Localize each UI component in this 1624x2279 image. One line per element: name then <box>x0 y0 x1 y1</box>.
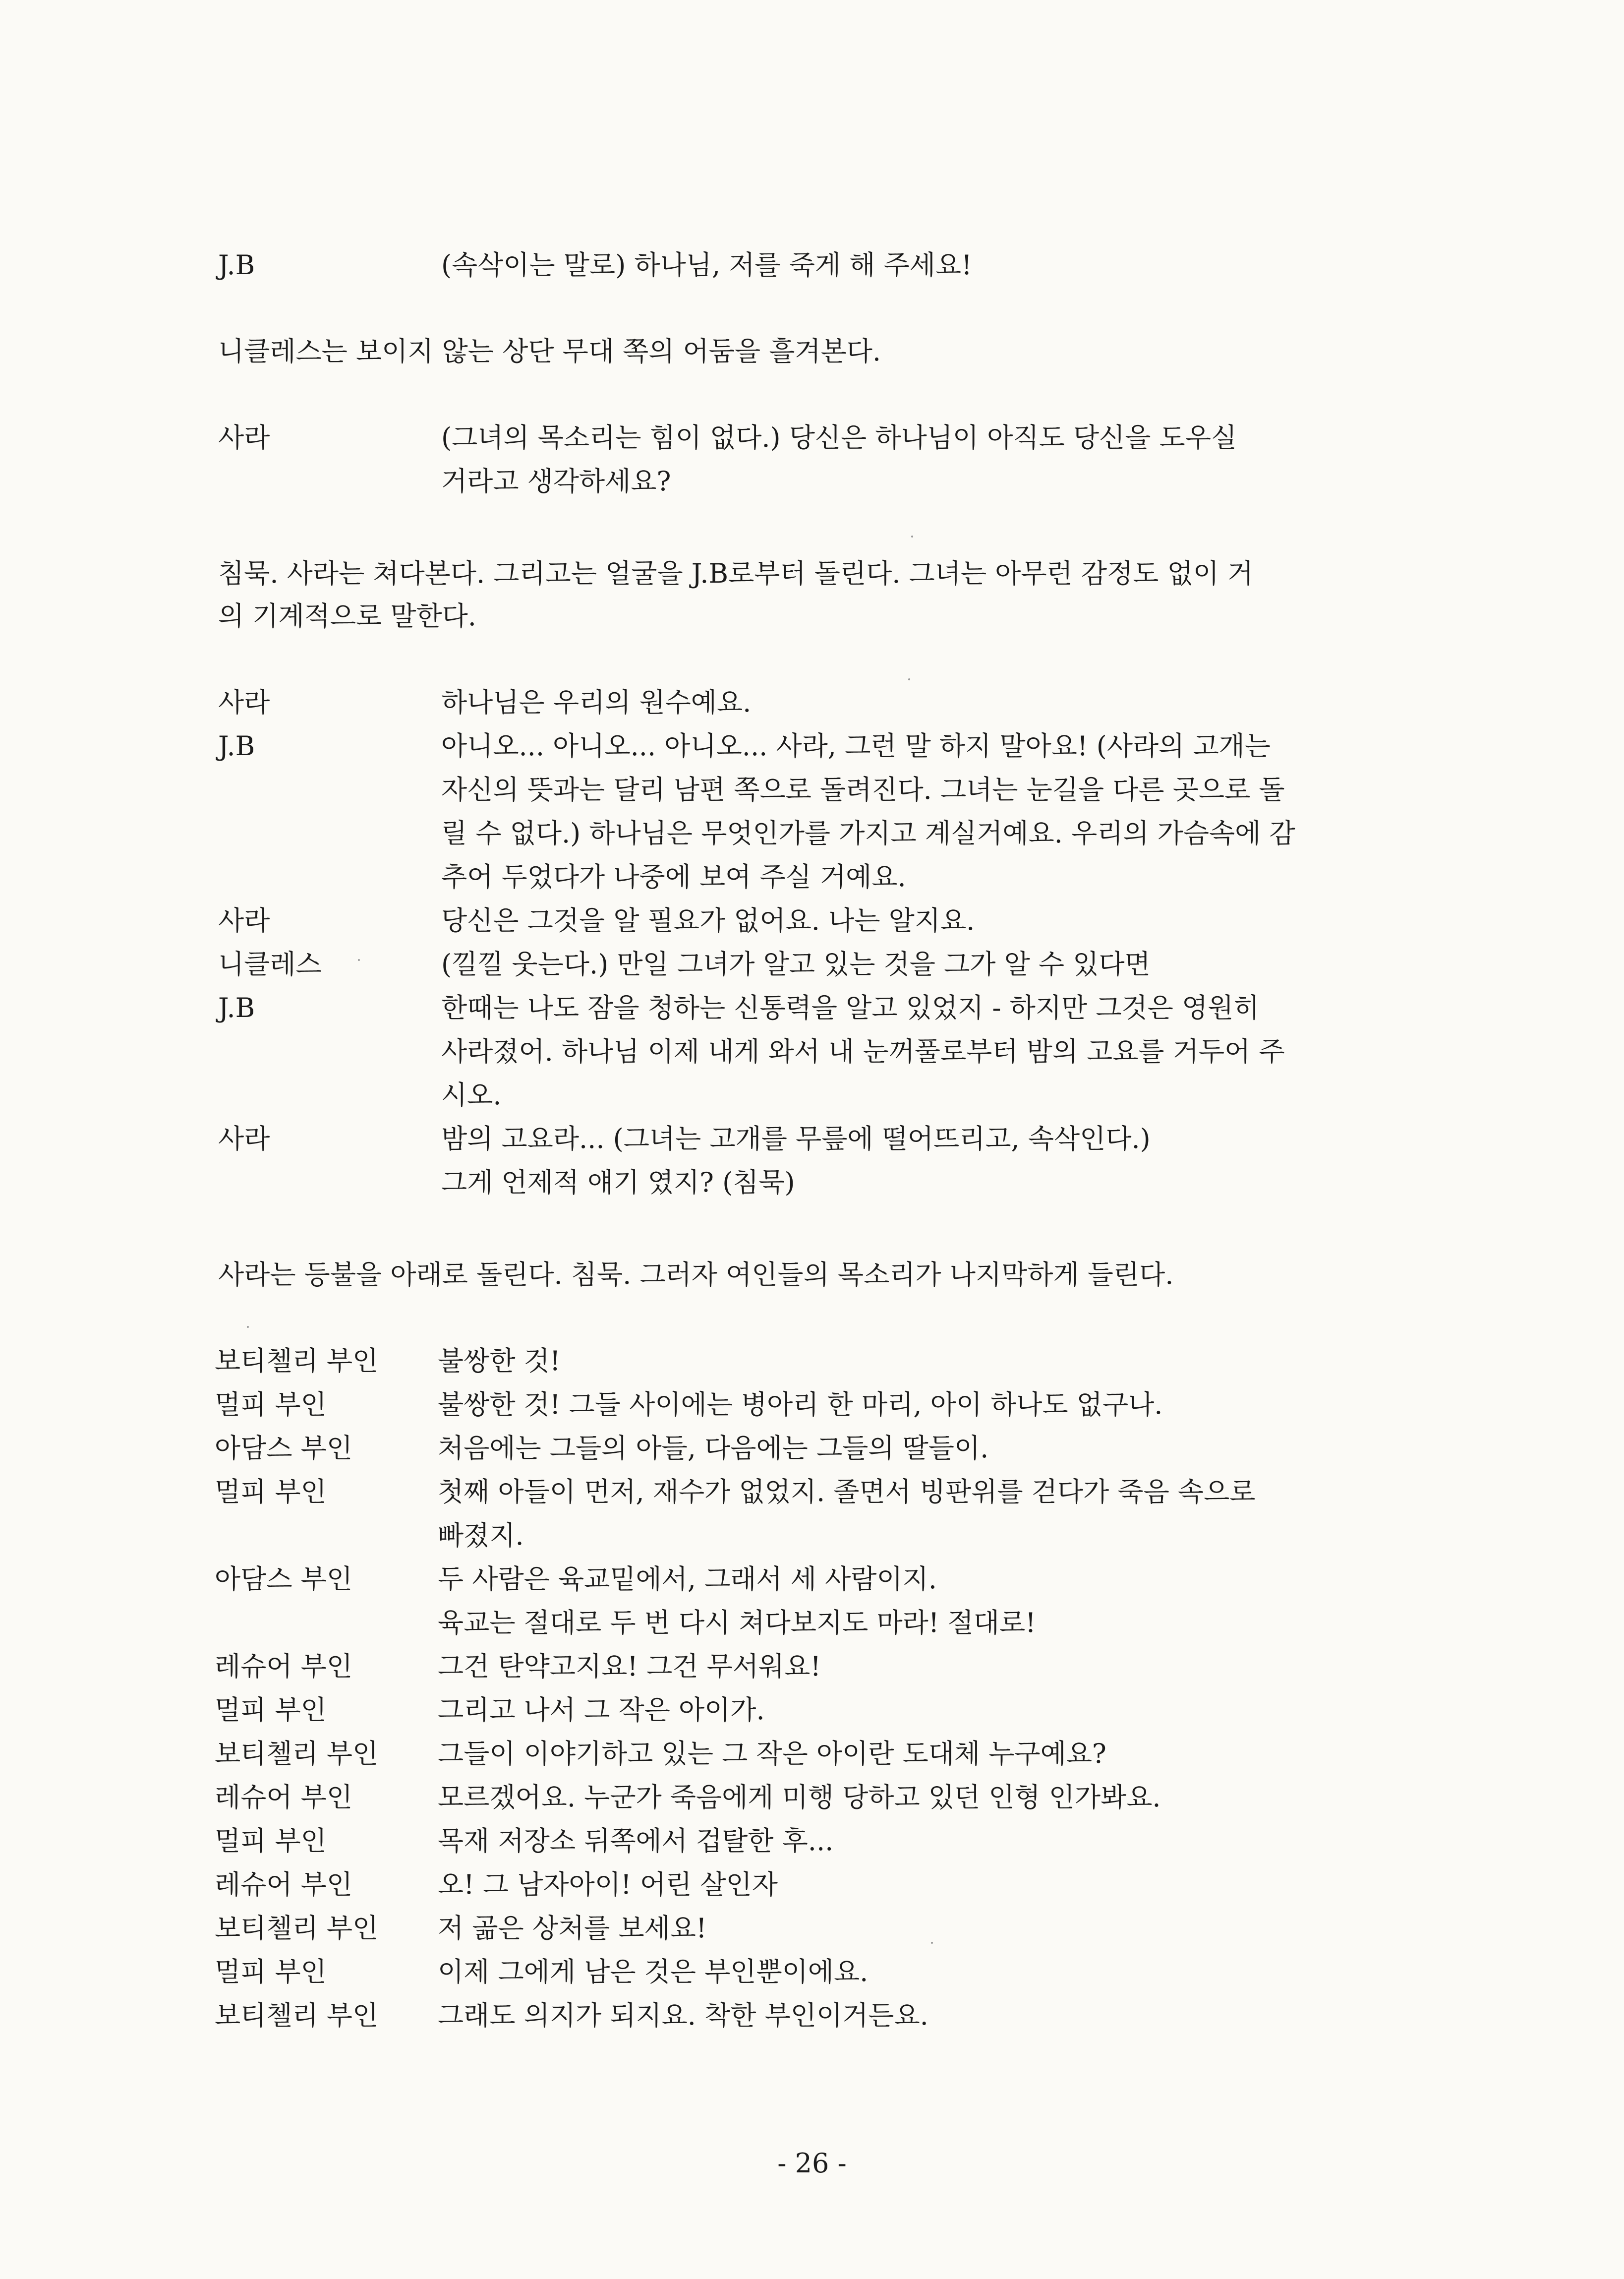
speaker-name: 아담스 부인 <box>215 1563 352 1595</box>
stage-direction: 의 기계적으로 말한다. <box>218 600 476 632</box>
speaker-name: 멀피 부인 <box>215 1825 327 1857</box>
dialogue-line: 추어 두었다가 나중에 보여 주실 거예요. <box>441 861 906 893</box>
dialogue-line: 그게 언제적 얘기 였지? (침묵) <box>441 1167 795 1198</box>
speaker-name: 사라 <box>218 422 270 453</box>
dialogue-line: 자신의 뜻과는 달리 남편 쪽으로 돌려진다. 그녀는 눈길을 다른 곳으로 돌 <box>441 774 1285 805</box>
scan-speck <box>911 536 913 538</box>
dialogue-line: 불쌍한 것! 그들 사이에는 병아리 한 마리, 아이 하나도 없구나. <box>438 1389 1163 1420</box>
speaker-name: 멀피 부인 <box>215 1694 327 1726</box>
dialogue-line: (낄낄 웃는다.) 만일 그녀가 알고 있는 것을 그가 알 수 있다면 <box>441 949 1151 980</box>
dialogue-line: 하나님은 우리의 원수예요. <box>441 687 752 718</box>
dialogue-line <box>441 421 1403 454</box>
dialogue-line: 첫째 아들이 먼저, 재수가 없었지. 졸면서 빙판위를 걷다가 죽음 속으로 <box>438 1476 1256 1507</box>
dialogue-text: (그녀의 목소리는 힘이 없다.) 당신은 하나님이 아직도 당신을 도우실 <box>441 422 1237 453</box>
scan-speck <box>358 959 360 961</box>
speaker-name: 멀피 부인 <box>215 1389 327 1420</box>
scan-speck <box>247 1326 249 1328</box>
dialogue-line: 그들이 이야기하고 있는 그 작은 아이란 도대체 누구예요? <box>438 1738 1106 1769</box>
speaker-name: 레슈어 부인 <box>215 1782 352 1813</box>
page-number: - 26 - <box>777 2148 847 2179</box>
dialogue-line: 그건 탄약고지요! 그건 무서워요! <box>438 1651 821 1682</box>
speaker-name: 보티첼리 부인 <box>215 1738 379 1769</box>
speaker-name: J.B <box>218 992 255 1023</box>
speaker-name: 멀피 부인 <box>215 1476 327 1507</box>
dialogue-line: 아니오... 아니오... 아니오... 사라, 그런 말 하지 말아요! (사라의 고개는 <box>441 730 1271 762</box>
dialogue-line: 처음에는 그들의 아들, 다음에는 그들의 딸들이. <box>438 1433 989 1464</box>
dialogue-line: 모르겠어요. 누군가 죽음에게 미행 당하고 있던 인형 인가봐요. <box>438 1782 1161 1813</box>
speaker-name: 니클레스 <box>218 949 322 980</box>
speaker-name: J.B <box>218 249 255 281</box>
dialogue-line: 육교는 절대로 두 번 다시 쳐다보지도 마라! 절대로! <box>438 1607 1036 1638</box>
dialogue-line: 저 곪은 상처를 보세요! <box>438 1913 707 1944</box>
speaker-name: 보티첼리 부인 <box>215 1913 379 1944</box>
dialogue-line: 사라졌어. 하나님 이제 내게 와서 내 눈꺼풀로부터 밤의 고요를 거두어 주 <box>441 1036 1285 1067</box>
dialogue-line: 이제 그에게 남은 것은 부인뿐이에요. <box>438 1956 869 1987</box>
speaker-name: 사라 <box>218 1123 270 1154</box>
dialogue-line: 그리고 나서 그 작은 아이가. <box>438 1694 765 1726</box>
dialogue-line: 오! 그 남자아이! 어린 살인자 <box>438 1869 778 1900</box>
dialogue-line: 두 사람은 육교밑에서, 그래서 세 사람이지. <box>438 1563 937 1595</box>
speaker-name: 레슈어 부인 <box>215 1651 352 1682</box>
dialogue-line: 릴 수 없다.) 하나님은 무엇인가를 가지고 계실거예요. 우리의 가슴속에 감 <box>441 818 1295 849</box>
speaker-name: 보티첼리 부인 <box>215 1345 379 1377</box>
speaker-name: 멀피 부인 <box>215 1956 327 1987</box>
speaker-name: 사라 <box>218 905 270 936</box>
dialogue-line: (속삭이는 말로) 하나님, 저를 죽게 해 주세요! <box>441 249 972 281</box>
stage-direction: 니클레스는 보이지 않는 상단 무대 쪽의 어둠을 흘겨본다. <box>218 336 881 367</box>
speaker-name: 보티첼리 부인 <box>215 2000 379 2031</box>
scan-speck <box>908 678 910 680</box>
dialogue-line: 빠졌지. <box>438 1520 524 1551</box>
dialogue-line: 목재 저장소 뒤쪽에서 겁탈한 후... <box>438 1825 834 1857</box>
dialogue-line: 그래도 의지가 되지요. 착한 부인이거든요. <box>438 2000 928 2031</box>
dialogue-line: 밤의 고요라... (그녀는 고개를 무릎에 떨어뜨리고, 속삭인다.) <box>441 1123 1151 1154</box>
speaker-name: 레슈어 부인 <box>215 1869 352 1900</box>
dialogue-line: 한때는 나도 잠을 청하는 신통력을 알고 있었지 - 하지만 그것은 영원히 <box>441 992 1260 1023</box>
speaker-name: J.B <box>218 730 255 762</box>
stage-direction: 사라는 등불을 아래로 돌린다. 침묵. 그러자 여인들의 목소리가 나지막하게 들린다. <box>218 1259 1174 1290</box>
speaker-name: 아담스 부인 <box>215 1433 352 1464</box>
dialogue-line: 시오. <box>441 1080 502 1111</box>
dialogue-line: 불쌍한 것! <box>438 1345 561 1377</box>
stage-direction: 침묵. 사라는 쳐다본다. 그리고는 얼굴을 J.B로부터 돌린다. 그녀는 아무런 감정도 없이 거 <box>218 558 1254 589</box>
speaker-name: 사라 <box>218 687 270 718</box>
dialogue-line: 당신은 그것을 알 필요가 없어요. 나는 알지요. <box>441 905 975 936</box>
dialogue-line: 거라고 생각하세요? <box>441 466 671 497</box>
scan-speck <box>931 1942 933 1944</box>
